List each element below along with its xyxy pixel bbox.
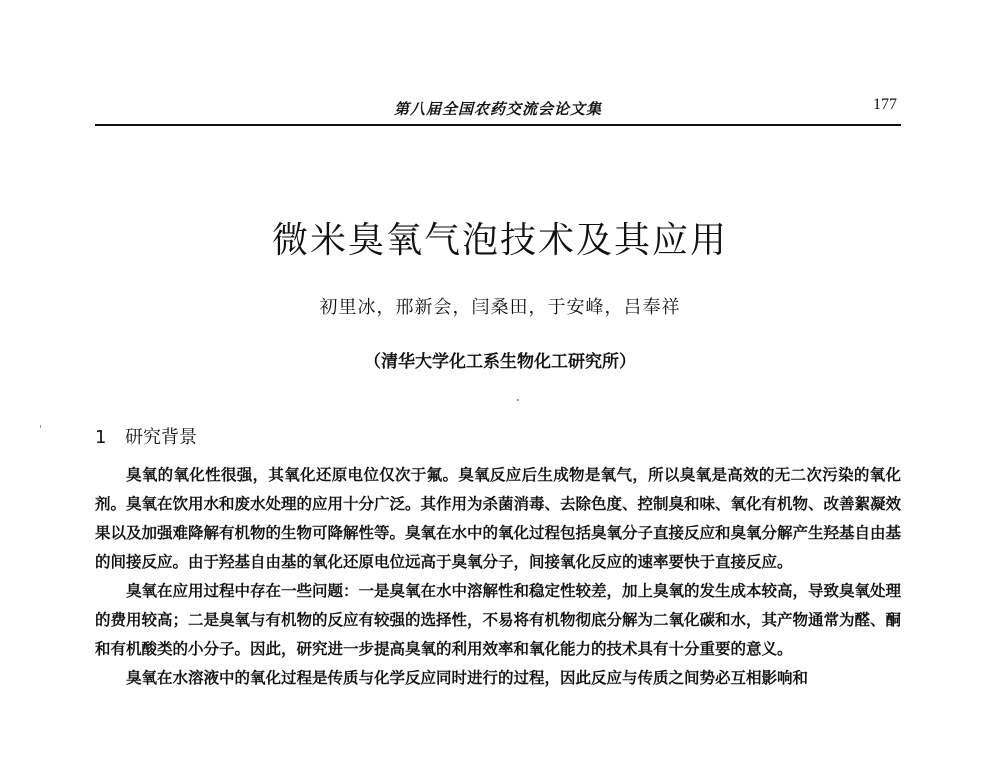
section-number: 1 [95,427,107,448]
paragraph: 臭氧在应用过程中存在一些问题：一是臭氧在水中溶解性和稳定性较差，加上臭氧的发生成本较高，导致臭氧处理的费用较高；二是臭氧与有机物的反应有较强的选择性，不易将有机物彻底分解为二氧化碳和水，其产物通常为醛、酮和有机酸类的小分子。因此，研究进一步提高臭氧的利用效率和氧化能力的技术具有十分重要的意义。 [95,581,902,658]
scan-speck [517,399,519,401]
running-header [95,96,901,122]
author-list: 初里冰，邢新会，闫桑田，于安峰，吕奉祥 [319,297,681,318]
header-rule [95,124,901,126]
affiliation: （清华大学化工系生物化工研究所） [364,352,636,372]
paragraph: 臭氧的氧化性很强，其氧化还原电位仅次于氟。臭氧反应后生成物是氧气，所以臭氧是高效的无二次污染的氧化剂。臭氧在饮用水和废水处理的应用十分广泛。其作用为杀菌消毒、去除色度、控制臭和味、氧化有机物、改善絮凝效果以及加强难降解有机物的生物可降解性等。臭氧在水中的氧化过程包括臭氧分子直接反应和臭氧分解产生羟基自由基的间接反应。由于羟基自由基的氧化还原电位远高于臭氧分子，间接氧化反应的速率要快于直接反应。 [95,465,902,571]
running-title: 第八届全国农药交流会论文集 [393,100,602,118]
paper-title: 微米臭氧气泡技术及其应用 [271,220,728,261]
section-title: 研究背景 [125,427,197,448]
scan-speck [40,425,41,428]
paragraph: 臭氧在水溶液中的氧化过程是传质与化学反应同时进行的过程，因此反应与传质之间势必互相影响和 [126,668,809,687]
body-text [95,460,901,692]
page-number: 177 [873,96,897,113]
section-heading [95,423,197,449]
